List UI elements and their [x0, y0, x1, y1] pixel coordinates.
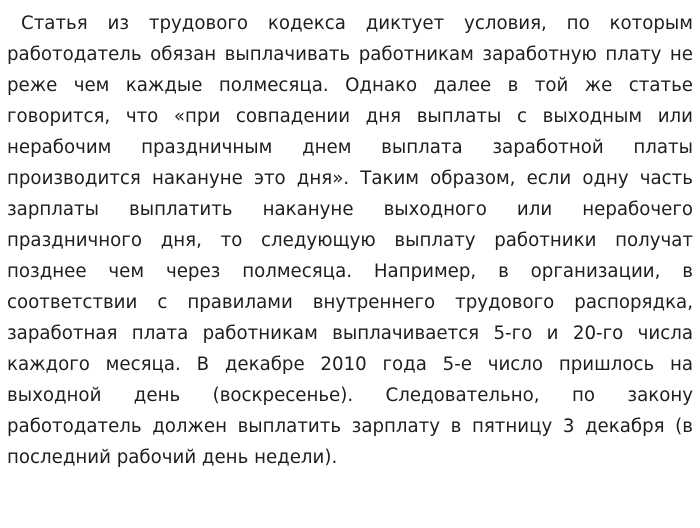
text-line-12: каждого месяца. В декабре 2010 года 5-е число пришлось на — [7, 354, 693, 375]
text-line-11: заработная плата работникам выплачивается 5-го и 20-го числа — [7, 323, 693, 344]
text-line-14: работодатель должен выплатить зарплату в пятницу 3 декабря (в — [7, 416, 693, 437]
document-body — [7, 8, 693, 473]
text-line-13: выходной день (воскресенье). Следовательно, по закону — [7, 385, 693, 406]
text-line-6: производится накануне это дня». Таким образом, если одну часть — [7, 168, 693, 189]
text-line-5: нерабочим праздничным днем выплата заработной платы — [7, 137, 693, 158]
text-line-15: последний рабочий день недели). — [7, 447, 338, 468]
text-line-4: говорится, что «при совпадении дня выплаты с выходным или — [7, 106, 693, 127]
text-line-10: соответствии с правилами внутреннего трудового распорядка, — [7, 292, 693, 313]
text-line-9: позднее чем через полмесяца. Например, в организации, в — [7, 261, 693, 282]
text-line-7: зарплаты выплатить накануне выходного или нерабочего — [7, 199, 693, 220]
text-line-1: Статья из трудового кодекса диктует условия, по которым — [21, 13, 693, 34]
text-line-3: реже чем каждые полмесяца. Однако далее в той же статье — [7, 75, 693, 96]
paragraph — [7, 8, 693, 473]
text-line-2: работодатель обязан выплачивать работникам заработную плату не — [7, 44, 693, 65]
text-line-8: праздничного дня, то следующую выплату работники получат — [7, 230, 693, 251]
